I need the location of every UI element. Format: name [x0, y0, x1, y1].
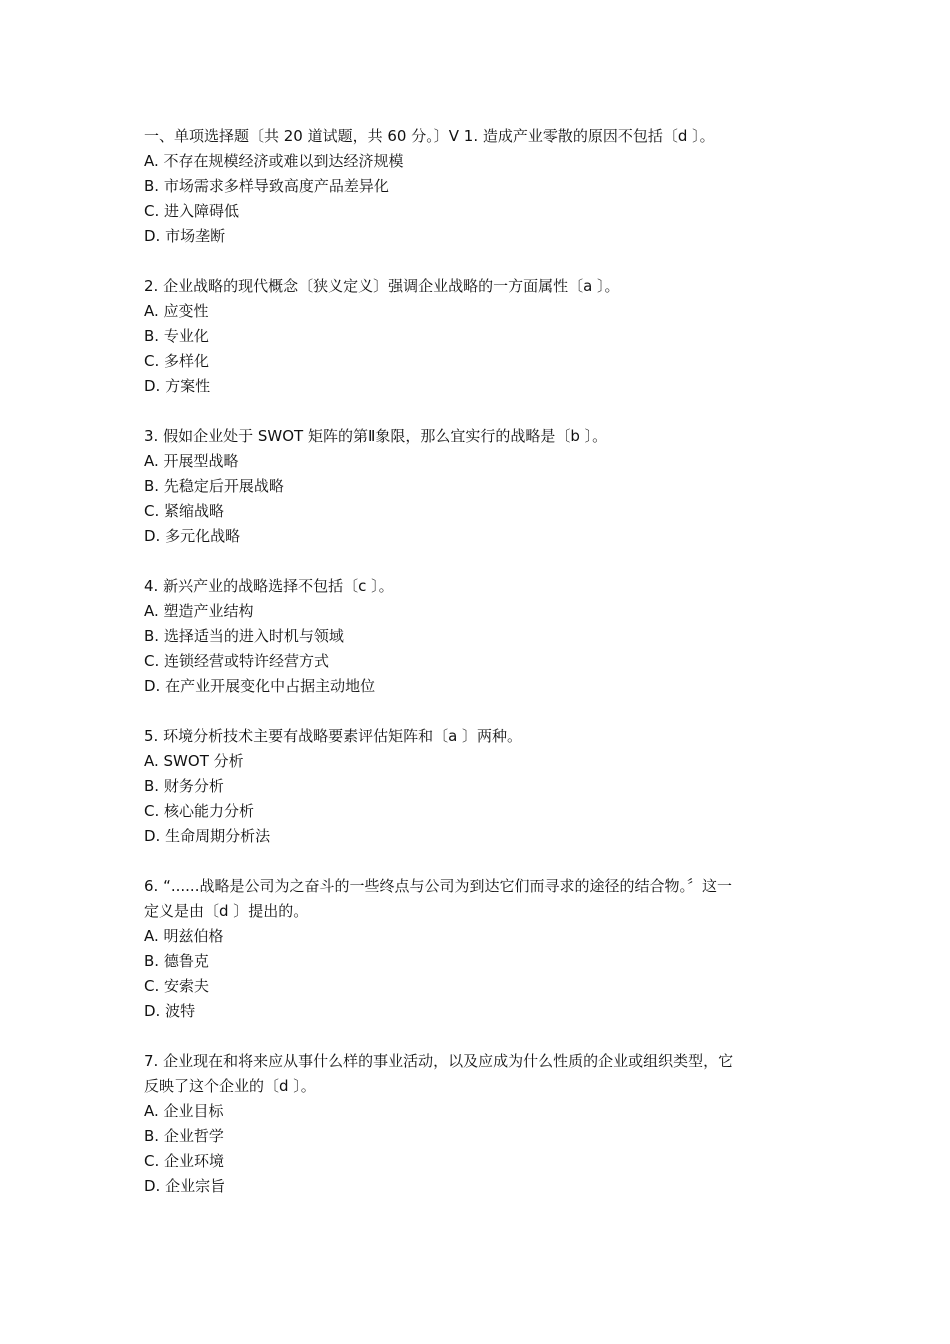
section-header-question-1-stem: 一、单项选择题〔共 20 道试题，共 60 分。〕V 1. 造成产业零散的原因不包括〔d 〕。 [144, 127, 715, 145]
question-3-option-d: D. 多元化战略 [144, 527, 241, 545]
question-3-option-a: A. 开展型战略 [144, 452, 239, 470]
question-2-option-a: A. 应变性 [144, 302, 209, 320]
question-3-option-b: B. 先稳定后开展战略 [144, 477, 284, 495]
question-2-option-b: B. 专业化 [144, 327, 209, 345]
question-4-option-b: B. 选择适当的进入时机与领域 [144, 627, 344, 645]
question-5 [144, 724, 816, 849]
question-3-stem: 3. 假如企业处于 SWOT 矩阵的第Ⅱ象限，那么宜实行的战略是〔b 〕。 [144, 427, 608, 445]
question-4 [144, 574, 816, 699]
question-4-option-c: C. 连锁经营或特许经营方式 [144, 652, 330, 670]
question-1 [144, 124, 816, 249]
question-2-option-d: D. 方案性 [144, 377, 211, 395]
question-5-option-c: C. 核心能力分析 [144, 802, 255, 820]
question-6-option-d: D. 波特 [144, 1002, 196, 1020]
question-2-stem: 2. 企业战略的现代概念〔狭义定义〕强调企业战略的一方面属性〔a 〕。 [144, 277, 620, 295]
question-6-stem-line-1: 6. “......战略是公司为之奋斗的一些终点与公司为到达它们而寻求的途径的结合物。〞这一 [144, 877, 732, 895]
question-5-option-d: D. 生命周期分析法 [144, 827, 271, 845]
question-1-option-d: D. 市场垄断 [144, 227, 226, 245]
question-6-option-a: A. 明兹伯格 [144, 927, 224, 945]
question-5-option-b: B. 财务分析 [144, 777, 224, 795]
question-2-option-c: C. 多样化 [144, 352, 210, 370]
question-6 [144, 874, 816, 1024]
question-4-stem: 4. 新兴产业的战略选择不包括〔c 〕。 [144, 577, 394, 595]
question-6-option-b: B. 德鲁克 [144, 952, 209, 970]
question-7-stem-line-2: 反映了这个企业的〔d 〕。 [144, 1077, 316, 1095]
question-6-option-c: C. 安索夫 [144, 977, 210, 995]
question-4-option-d: D. 在产业开展变化中占据主动地位 [144, 677, 376, 695]
question-7-option-b: B. 企业哲学 [144, 1127, 224, 1145]
question-1-option-b: B. 市场需求多样导致高度产品差异化 [144, 177, 389, 195]
document-page [144, 124, 816, 1224]
question-5-option-a: A. SWOT 分析 [144, 752, 244, 770]
question-1-option-c: C. 进入障碍低 [144, 202, 240, 220]
question-7-option-d: D. 企业宗旨 [144, 1177, 226, 1195]
question-7-option-a: A. 企业目标 [144, 1102, 224, 1120]
question-3-option-c: C. 紧缩战略 [144, 502, 225, 520]
question-5-stem: 5. 环境分析技术主要有战略要素评估矩阵和〔a 〕两种。 [144, 727, 523, 745]
question-3 [144, 424, 816, 549]
question-4-option-a: A. 塑造产业结构 [144, 602, 254, 620]
question-6-stem-line-2: 定义是由〔d 〕提出的。 [144, 902, 309, 920]
question-7 [144, 1049, 816, 1199]
question-2 [144, 274, 816, 399]
question-7-stem-line-1: 7. 企业现在和将来应从事什么样的事业活动，以及应成为什么性质的企业或组织类型，它 [144, 1052, 734, 1070]
question-1-option-a: A. 不存在规模经济或难以到达经济规模 [144, 152, 404, 170]
question-7-option-c: C. 企业环境 [144, 1152, 225, 1170]
